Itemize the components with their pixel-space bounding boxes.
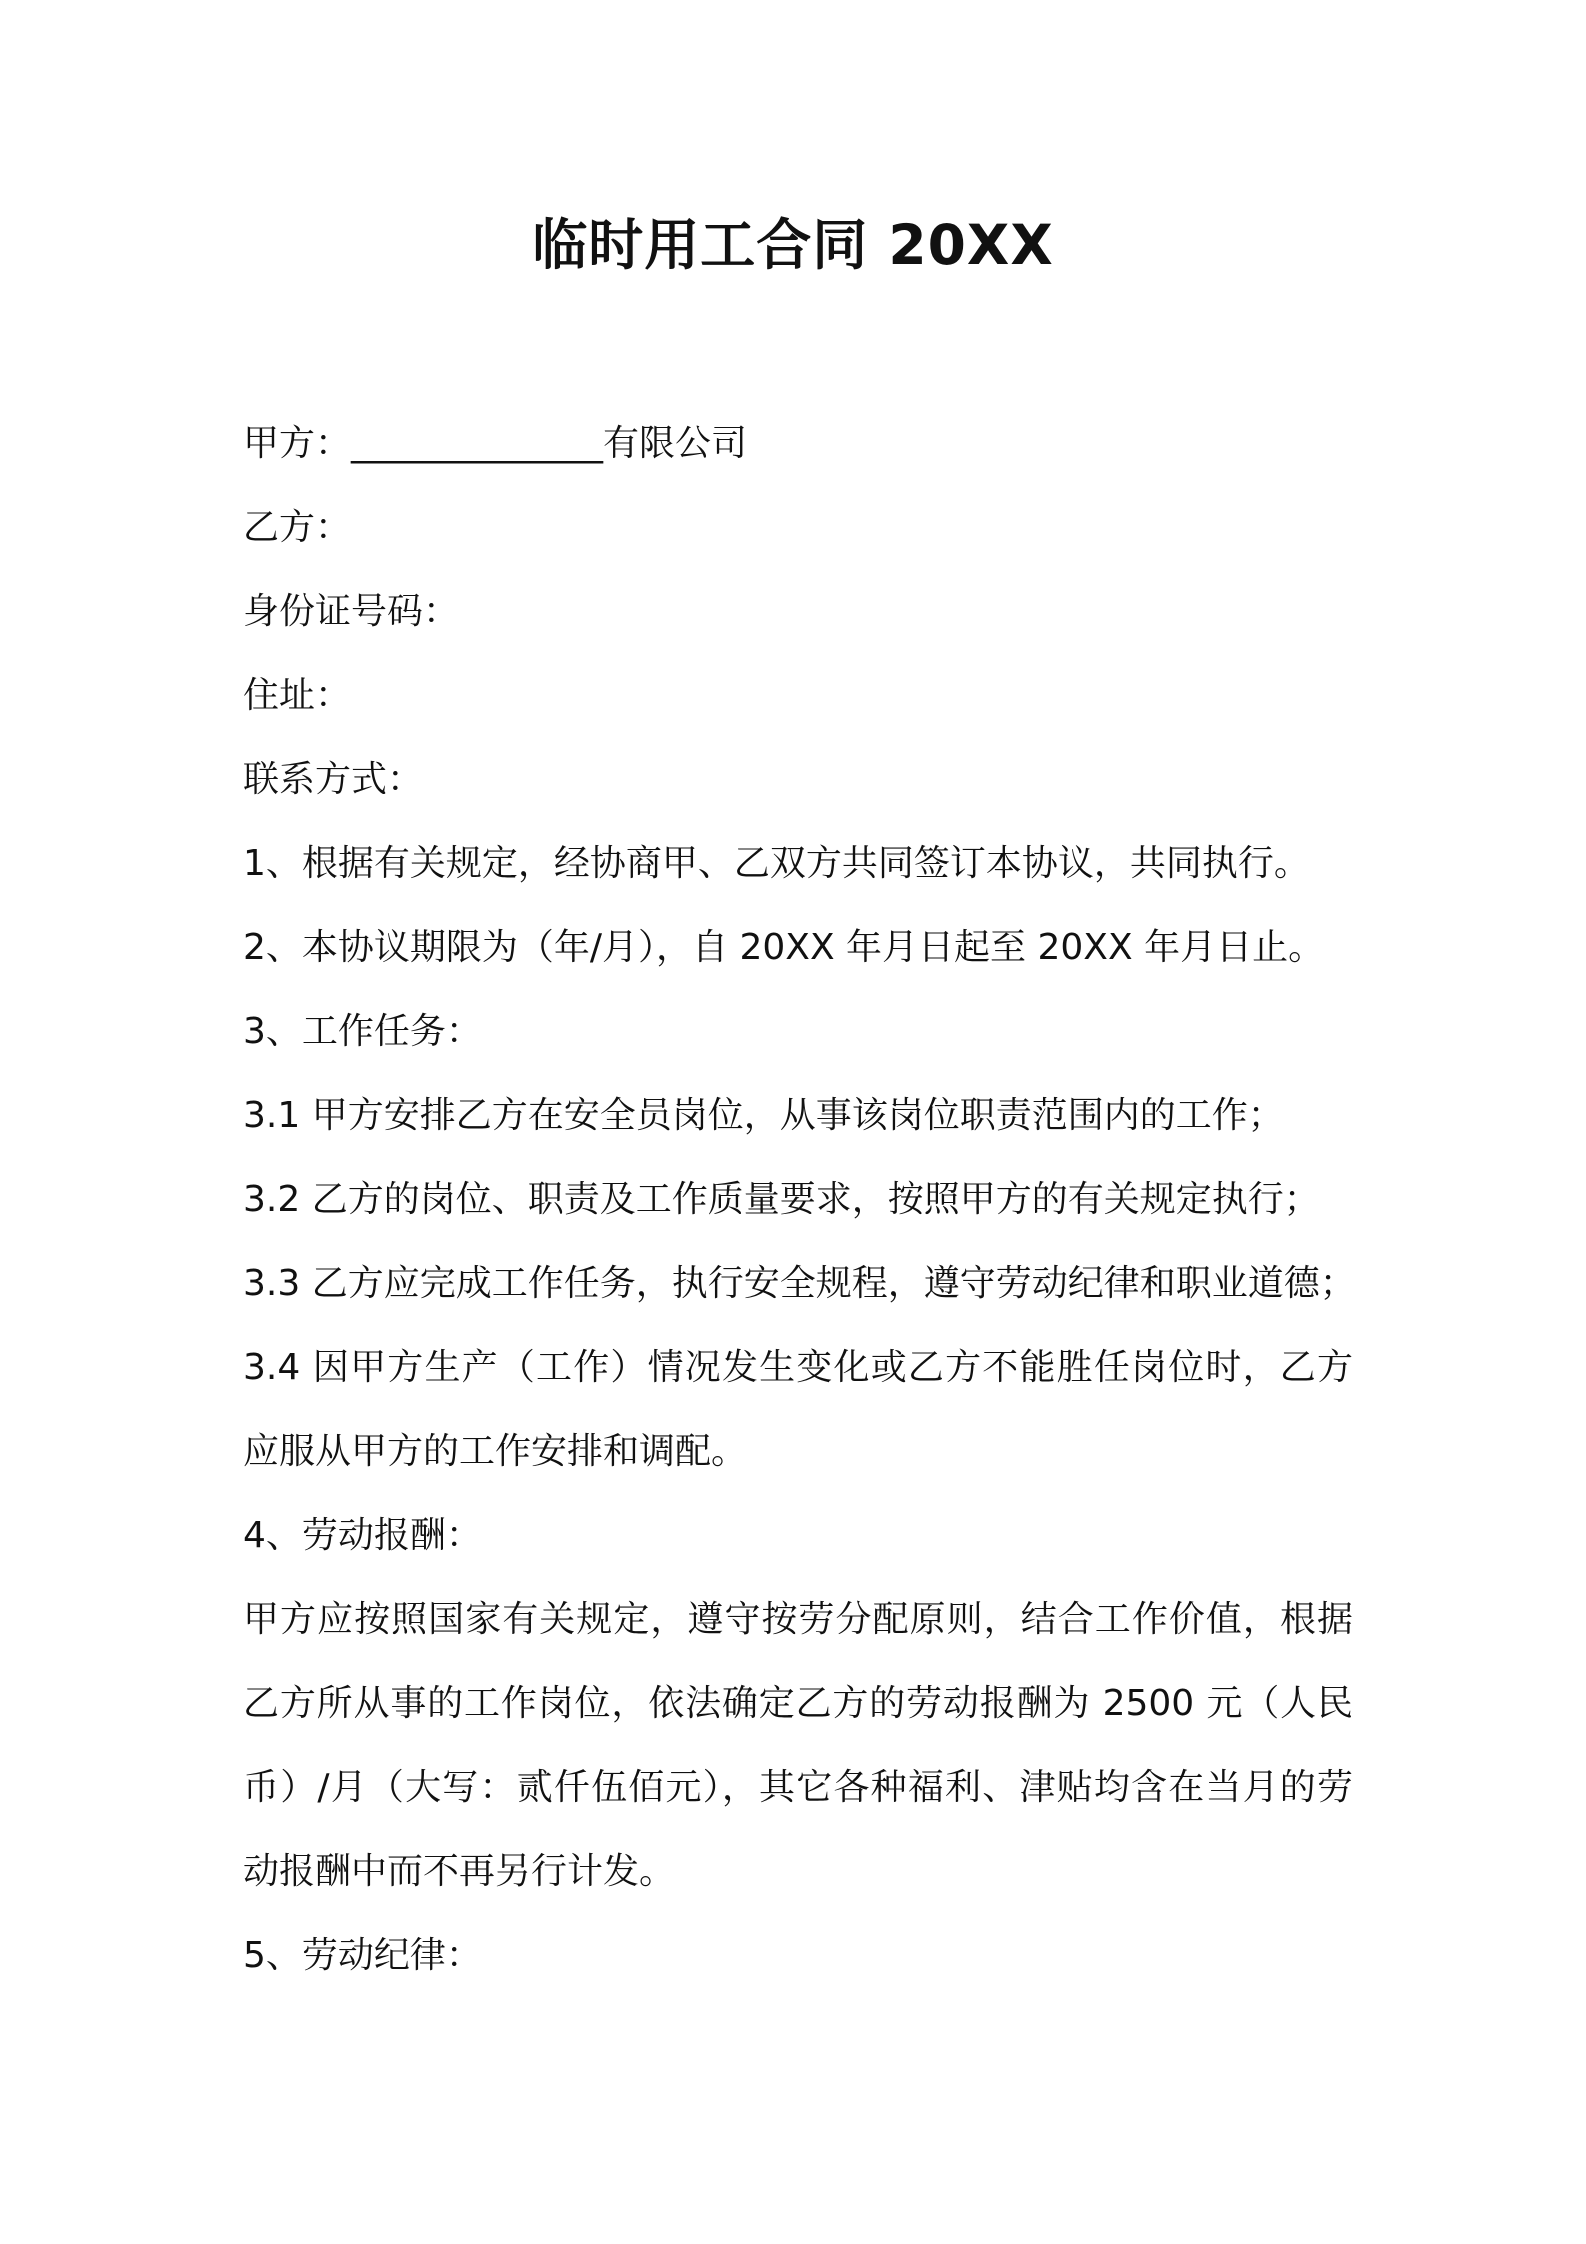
clause-3-2: 3.2 乙方的岗位、职责及工作质量要求，按照甲方的有关规定执行； [243,1179,1320,1220]
party-b-line: 乙方： [243,507,352,548]
clause-3-1: 3.1 甲方安排乙方在安全员岗位，从事该岗位职责范围内的工作； [243,1095,1284,1136]
id-number-line: 身份证号码： [243,591,460,632]
clause-3-heading: 3、工作任务： [243,1011,482,1052]
clause-3-4: 3.4 因甲方生产（工作）情况发生变化或乙方不能胜任岗位时，乙方应服从甲方的工作安排和调配。 [243,1347,1353,1472]
contact-line: 联系方式： [243,759,424,800]
clause-4-body: 甲方应按照国家有关规定，遵守按劳分配原则，结合工作价值，根据乙方所从事的工作岗位，依法确定乙方的劳动报酬为 2500 元（人民币）/月（大写：贰仟伍佰元），其它各种福利、津贴均含在当月的劳动报酬中而不再另行计发。 [243,1599,1353,1892]
party-a-line: 甲方：______________有限公司 [243,423,748,464]
clause-5-heading: 5、劳动纪律： [243,1935,482,1976]
clause-1: 1、根据有关规定，经协商甲、乙双方共同签订本协议，共同执行。 [243,843,1310,884]
document-title: 临时用工合同 20XX [532,213,1054,277]
document-body [243,402,1356,1998]
address-line: 住址： [243,675,352,716]
clause-3-3: 3.3 乙方应完成工作任务，执行安全规程，遵守劳动纪律和职业道德； [243,1263,1356,1304]
clause-2: 2、本协议期限为（年/月），自 20XX 年月日起至 20XX 年月日止。 [243,927,1325,968]
clause-4-heading: 4、劳动报酬： [243,1515,482,1556]
